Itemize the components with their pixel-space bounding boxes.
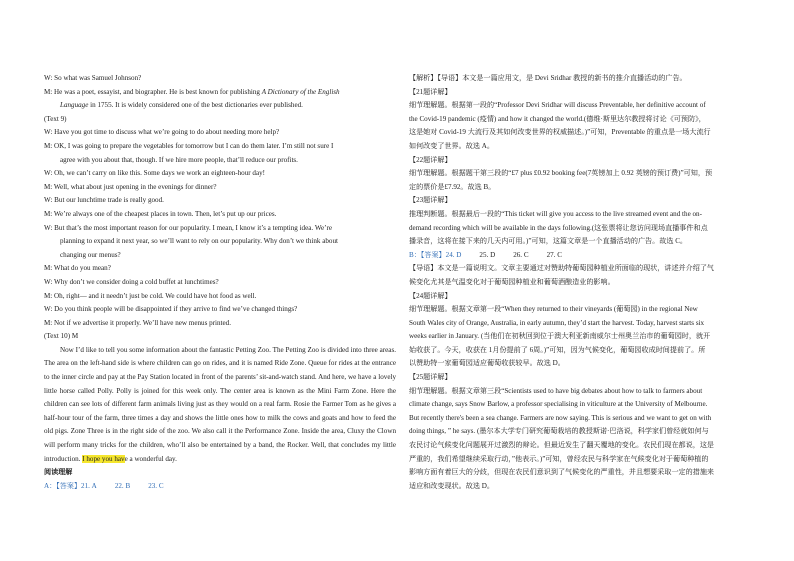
dialogue-line: W: Do you think people will be disappointed if they arrive to find we’ve changed things? [44, 305, 298, 314]
analysis-line: the Covid-19 pandemic (疫情) and how it changed the world.(德维·斯里达尔教授将讨论《可预防》， [409, 114, 706, 123]
dialogue-line: planning to expand it next year, so we’ll want to rely on our popularity. Why don’t we think about [60, 237, 338, 246]
dialogue-line: M: OK, I was going to prepare the vegetables for tomorrow but I can do them later. I’m still not sure I [44, 141, 334, 150]
answer-line: A：【答案】21. A 22. B 23. C [44, 481, 164, 490]
dialogue-line: M: We’re always one of the cheapest places in town. Then, let’s put up our prices. [44, 209, 277, 218]
dialogue-line: changing our menus? [60, 250, 121, 259]
analysis-line: 【22题详解】 [409, 155, 452, 164]
analysis-line: 影响方面有着巨大的分歧，但现在农民们意识到了气候变化的严重性，并且想要采取一定的措施来 [409, 468, 715, 477]
dialogue-line: W: Why don’t we consider doing a cold buffet at lunchtimes? [44, 277, 219, 286]
analysis-line: 【25题详解】 [409, 373, 452, 382]
analysis-line: 【21题详解】 [409, 87, 452, 96]
dialogue-line: W: Oh, we can’t carry on like this. Some days we work an eighteen-hour day! [44, 169, 266, 178]
analysis-line: 适应和改变现状。故选 D。 [409, 481, 494, 490]
analysis-line: 定的票价是£7.92。故选 B。 [409, 182, 496, 191]
monologue-paragraph: Now I’d like to tell you some information about the fantastic Petting Zoo. The Petting Zoo is divided into three areas. The area on the left-hand side is where children can go on rides, and it is named Ride Zone. Queue for rides at the entrance to the inner circle and pay at the Pay Station located in front of the parents’ sit-and-watch stand. And here, we have a lovely little horse called Polly. Polly is joined for this week only. The center area is known as the Mini Farm Zone. Here the children can see lots of different farm animals living just as they would on a real farm. Rosie the Farmer Tom as he gives a half-hour tour of the farm, three times a day and shows the little ones how to milk the cows and goats and how to feed the old pigs. Zone Three is in the right side of the zoo. We also call it the Performance Zone. Inside the area, Cluxy the Clown will perform many tricks for the children, who’ll also be entertained by a band, the Rocker. Well, that concludes my little introduction. I hope you have a wonderful day. [44, 345, 396, 463]
answer-line: B：【答案】24. D 25. D 26. C 27. C [409, 250, 562, 259]
dialogue-line: W: But our lunchtime trade is really good. [44, 196, 164, 205]
analysis-line: 农民讨论气候变化问题展开过激烈的辩论。但最近发生了翻天覆地的变化。农民们现在都说，这是 [409, 441, 715, 450]
book-title: Language [60, 101, 89, 110]
analysis-line: 【23题详解】 [409, 196, 452, 205]
analysis-line: 推理判断题。根据最后一段的“This ticket will give you access to the live streamed event and the on- [409, 209, 702, 218]
book-title: A Dictionary of the English [261, 87, 340, 96]
analysis-line: weeks earlier in January. (当他们在初秋回到位于澳大利亚新南威尔士州奥兰治市的葡萄园时，就开 [409, 332, 711, 341]
analysis-line: 细节理解题。根据题干第三段的“£7 plus £0.92 booking fee(7英镑加上 0.92 英镑的预订费)”可知，预 [409, 169, 713, 178]
dialogue-line: M: Oh, right— and it needn’t just be cold. We could have hot food as well. [44, 291, 257, 300]
dialogue-line: W: So what was Samuel Johnson? [44, 74, 142, 82]
dialogue-line: M: Well, what about just opening in the evenings for dinner? [44, 182, 217, 191]
analysis-line: 【导语】本文是一篇说明文。文章主要通过对赞助特葡萄园种植业所面临的现状，讲述并介绍了气 [409, 264, 715, 273]
analysis-line: 严重的，我们希望继续采取行动，”他表示。)”可知，曾经农民与科学家在气候变化对于葡萄种植的 [409, 454, 709, 463]
dialogue-line: W: Have you got time to discuss what we’re going to do about needing more help? [44, 128, 280, 137]
left-column [44, 72, 396, 493]
analysis-line: 细节理解题。根据文章第三段“Scientists used to have big debates about how to talk to farmers about [409, 386, 703, 395]
dialogue-line: agree with you about that, though. If we hire more people, that’ll reduce our profits. [60, 155, 298, 164]
analysis-line: 细节理解题。根据文章第一段“When they returned to their vineyards (葡萄园) in the regional New [409, 305, 698, 314]
highlighted-text: I hope you hav [82, 454, 125, 463]
text-label: (Text 10) M [44, 332, 79, 341]
analysis-line: 【解析】【导语】本文是一篇应用文，是 Devi Sridhar 教授的新书的推介直播活动的广告。 [409, 74, 687, 82]
analysis-line: 始收获了。今天，收获在 1月份提前了 6周。)”可知，因为气候变化，葡萄园收成时间提前了。所 [409, 345, 706, 354]
analysis-line: 候变化尤其是气温变化对于葡萄园种植业和葡萄酒酿造业的影响。 [409, 277, 615, 286]
analysis-line: demand recording which will be available in the days following.(这张票将让您访问现场直播事件和点 [409, 223, 708, 232]
analysis-line: 细节理解题。根据第一段的“Professor Devi Sridhar will discuss Preventable, her definitive account of [409, 101, 706, 110]
dialogue-line: M: He was a poet, essayist, and biographer. He is best known for publishing A Dictionary of the English [44, 87, 340, 96]
analysis-line: 播录音，这将在接下来的几天内可用。)”可知，这篇文章是一个直播活动的广告。故选 C。 [409, 237, 688, 246]
analysis-line: doing things, ” he says. (墨尔本大学专门研究葡萄栽培的教授斯诺·巴洛说，科学家们曾经就如何与 [409, 427, 709, 436]
analysis-line: climate change, says Snow Barlow, a professor specialising in viticulture at the University of Melbourne. [409, 400, 708, 409]
dialogue-line: M: What do you mean? [44, 264, 111, 273]
analysis-line: 这是她对 Covid-19 大流行及其如何改变世界的权威描述。)”可知，Preventable 的重点是一场大流行 [409, 128, 711, 137]
text-label: (Text 9) [44, 114, 67, 123]
analysis-line: 以赞助特一家葡萄园适应葡萄收获较早。故选 D。 [409, 359, 565, 368]
right-column [409, 72, 761, 493]
analysis-line: But recently there's been a sea change. Farmers are now saying. This is serious and we want to get on with [409, 413, 712, 422]
analysis-line: 如何改变了世界。故选 A。 [409, 141, 494, 150]
analysis-line: 【24题详解】 [409, 291, 452, 300]
section-heading: 阅读理解 [44, 468, 73, 477]
analysis-line: South Wales city of Orange, Australia, in early autumn, they’d start the harvest. Today, harvest starts six [409, 318, 705, 327]
dialogue-line: Language in 1755. It is widely considered one of the best dictionaries ever published. [60, 101, 303, 110]
dialogue-line: W: But that’s the most important reason for our popularity. I mean, I know it’s a tempting idea. We’re [44, 223, 332, 232]
dialogue-line: M: Not if we advertise it properly. We’ll have new menus printed. [44, 318, 231, 327]
